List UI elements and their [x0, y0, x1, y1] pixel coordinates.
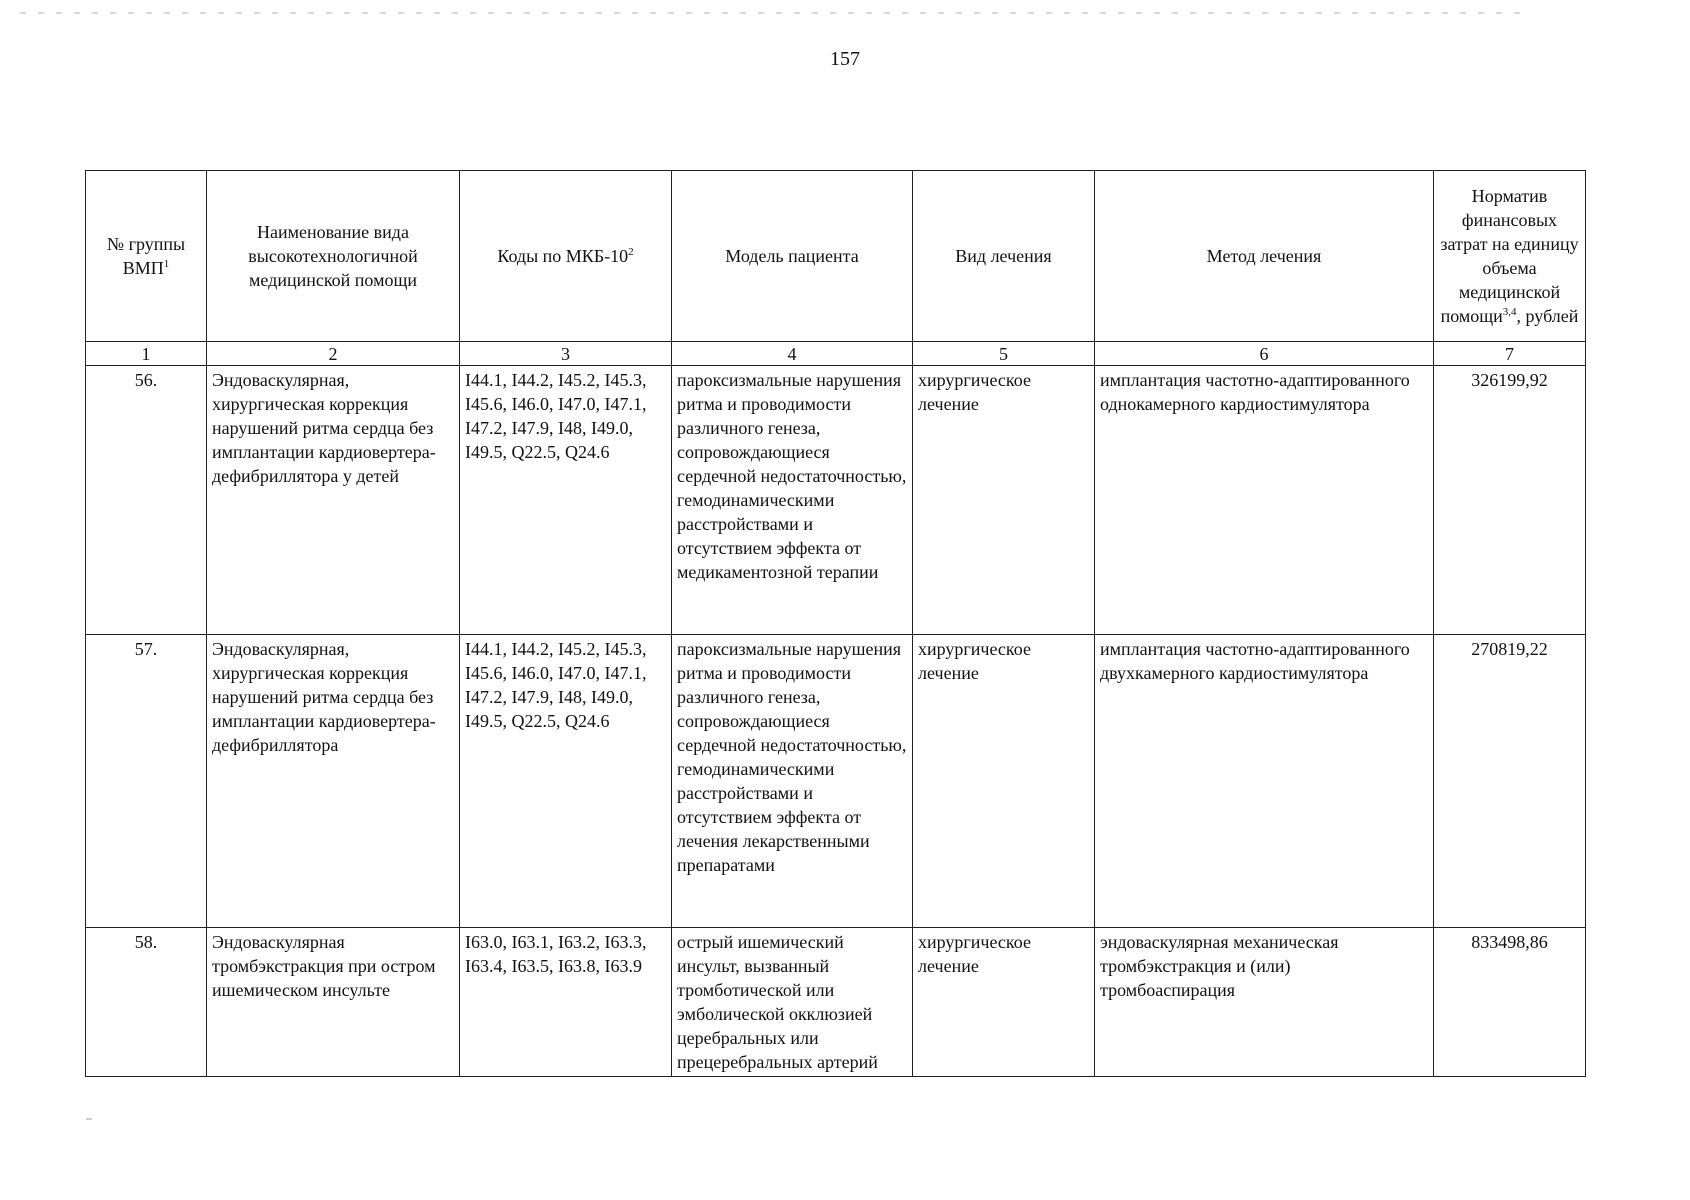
icd-codes-cell: I44.1, I44.2, I45.2, I45.3, I45.6, I46.0, I47.0, I47.1, I47.2, I47.9, I48, I49.0, I49.5, Q22.5, Q24.6	[460, 366, 672, 635]
column-number: 4	[672, 342, 913, 366]
treatment-method-cell: имплантация частотно-адаптированного однокамерного кардиостимулятора	[1095, 366, 1434, 635]
header-group-number: № группы ВМП$^1$	[86, 171, 207, 342]
cost-cell: 270819,22	[1434, 635, 1586, 928]
treatment-method-cell: имплантация частотно-адаптированного двухкамерного кардиостимулятора	[1095, 635, 1434, 928]
page-number: 157	[830, 48, 860, 70]
header-treatment-method: Метод лечения	[1095, 171, 1434, 342]
header-patient-model: Модель пациента	[672, 171, 913, 342]
group-number-cell: 56.	[86, 366, 207, 635]
column-number-row	[86, 342, 1586, 366]
table-row	[86, 928, 1586, 1077]
cost-cell: 326199,92	[1434, 366, 1586, 635]
care-name-cell: Эндоваскулярная, хирургическая коррекция нарушений ритма сердца без имплантации кардиовертера-дефибриллятора у детей	[207, 366, 460, 635]
column-number: 1	[86, 342, 207, 366]
treatment-type-cell: хирургическое лечение	[913, 366, 1095, 635]
care-name-cell: Эндоваскулярная, хирургическая коррекция нарушений ритма сердца без имплантации кардиовертера-дефибриллятора	[207, 635, 460, 928]
header-care-name: Наименование вида высокотехнологичной медицинской помощи	[207, 171, 460, 342]
column-number: 5	[913, 342, 1095, 366]
care-name-cell: Эндоваскулярная тромбэкстракция при остром ишемическом инсульте	[207, 928, 460, 1077]
table-row	[86, 635, 1586, 928]
vmp-table	[85, 170, 1586, 1077]
icd-codes-cell: I44.1, I44.2, I45.2, I45.3, I45.6, I46.0, I47.0, I47.1, I47.2, I47.9, I48, I49.0, I49.5, Q22.5, Q24.6	[460, 635, 672, 928]
icd-codes-cell: I63.0, I63.1, I63.2, I63.3, I63.4, I63.5, I63.8, I63.9	[460, 928, 672, 1077]
column-number: 3	[460, 342, 672, 366]
treatment-type-cell: хирургическое лечение	[913, 635, 1095, 928]
column-number: 7	[1434, 342, 1586, 366]
treatment-method-cell: эндоваскулярная механическая тромбэкстракция и (или) тромбоаспирация	[1095, 928, 1434, 1077]
scan-artifact-mark	[86, 1118, 92, 1120]
treatment-type-cell: хирургическое лечение	[913, 928, 1095, 1077]
table-row	[86, 366, 1586, 635]
cost-cell: 833498,86	[1434, 928, 1586, 1077]
patient-model-cell: острый ишемический инсульт, вызванный тромботической или эмболической окклюзией церебральных или прецеребральных артерий	[672, 928, 913, 1077]
group-number-cell: 58.	[86, 928, 207, 1077]
patient-model-cell: пароксизмальные нарушения ритма и проводимости различного генеза, сопровождающиеся сердечной недостаточностью, гемодинамическими расстройствами и отсутствием эффекта от медикаментозной терапии	[672, 366, 913, 635]
header-cost-norm: Норматив финансовых затрат на единицу объема медицинской помощи$^{3,4}$, рублей	[1434, 171, 1586, 342]
table-header-row	[86, 171, 1586, 342]
header-treatment-type: Вид лечения	[913, 171, 1095, 342]
column-number: 2	[207, 342, 460, 366]
group-number-cell: 57.	[86, 635, 207, 928]
patient-model-cell: пароксизмальные нарушения ритма и проводимости различного генеза, сопровождающиеся сердечной недостаточностью, гемодинамическими расстройствами и отсутствием эффекта от лечения лекарственными препаратами	[672, 635, 913, 928]
header-icd-codes: Коды по МКБ-$10^2$	[460, 171, 672, 342]
scan-artifact-line	[20, 12, 1520, 14]
column-number: 6	[1095, 342, 1434, 366]
